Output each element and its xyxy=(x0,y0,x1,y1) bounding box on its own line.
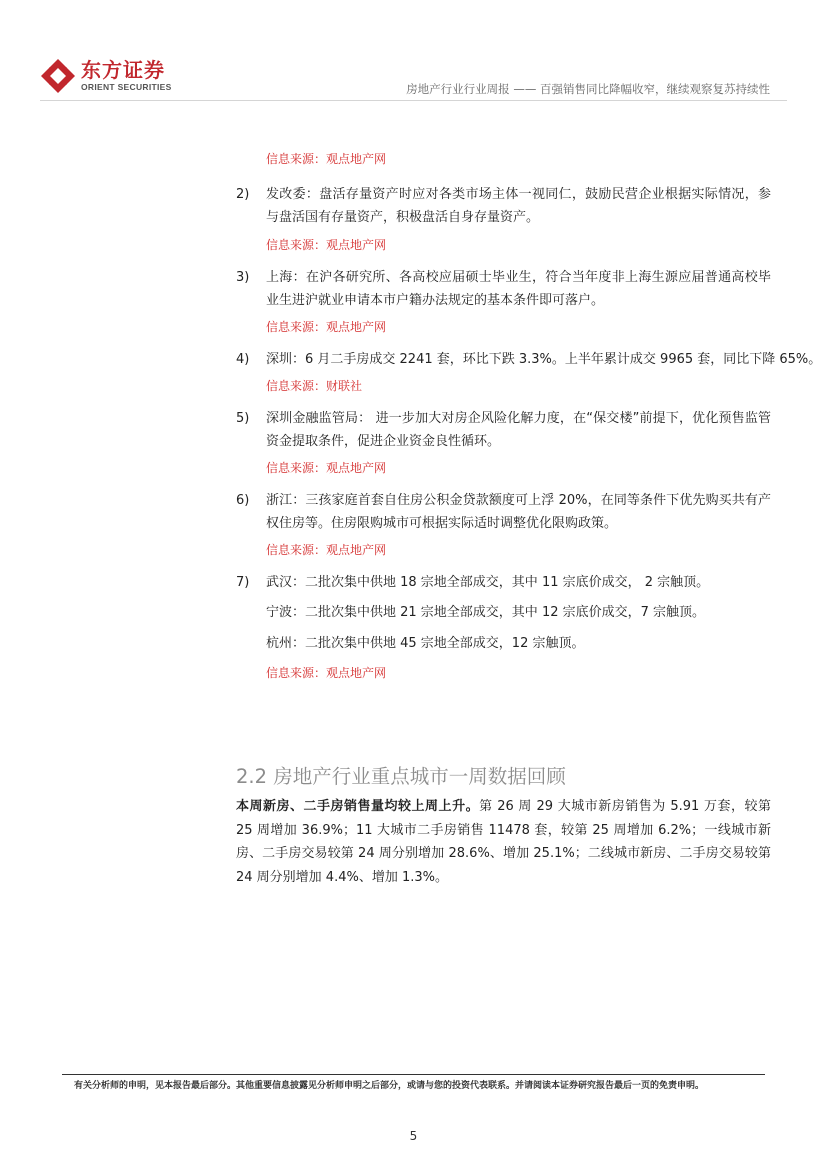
section-paragraph xyxy=(236,795,771,889)
item-text: 浙江：三孩家庭首套自住房公积金贷款额度可上浮 20%，在同等条件下优先购买共有产权住房等。住房限购城市可根据实际适时调整优化限购政策。 xyxy=(266,493,771,531)
item-number: 6) xyxy=(236,493,250,508)
news-item xyxy=(236,407,771,455)
source-label: 信息来源：观点地产网 xyxy=(266,152,387,166)
source-label: 信息来源：观点地产网 xyxy=(266,543,387,557)
item-text: 上海：在沪各研究所、各高校应届硕士毕业生，符合当年度非上海生源应届普通高校毕业生进沪就业申请本市户籍办法规定的基本条件即可落户。 xyxy=(266,270,771,308)
page-header xyxy=(0,0,827,100)
item-text: 武汉：二批次集中供地 18 宗地全部成交，其中 11 宗底价成交， 2 宗触顶。 xyxy=(266,575,710,590)
item-text: 发改委：盘活存量资产时应对各类市场主体一视同仁，鼓励民营企业根据实际情况，参与盘活国有存量资产，积极盘活自身存量资产。 xyxy=(266,187,771,225)
source-label: 信息来源：财联社 xyxy=(266,379,363,393)
item-text: 深圳金融监管局： 进一步加大对房企风险化解力度，在“保交楼”前提下，优化预售监管资金提取条件，促进企业资金良性循环。 xyxy=(266,411,771,449)
news-item xyxy=(236,266,771,314)
footer-divider xyxy=(62,1074,765,1075)
source-label: 信息来源：观点地产网 xyxy=(266,320,387,334)
item-number: 3) xyxy=(236,270,250,285)
item-text: 杭州：二批次集中供地 45 宗地全部成交，12 宗触顶。 xyxy=(266,636,585,651)
paragraph-body: 第 26 周 29 大城市新房销售为 5.91 万套，较第 25 周增加 36.9%；11 大城市二手房销售 11478 套，较第 25 周增加 6.2%；一线城市新房、二手房交易较第 24 周分别增加 28.6%、增加 25.1%；二线城市新房、二手房交易较第 24 周分别增加 4.4%、增加 1.3%。 xyxy=(236,799,771,885)
logo-mark-icon xyxy=(40,58,76,94)
paragraph-lead: 本周新房、二手房销售量均较上周上升。 xyxy=(236,799,480,814)
page-number: 5 xyxy=(409,1129,418,1143)
header-divider xyxy=(40,100,787,101)
section-title: 2.2 房地产行业重点城市一周数据回顾 xyxy=(236,765,566,788)
item-number: 4) xyxy=(236,352,250,367)
item-number: 7) xyxy=(236,575,250,590)
report-title: 房地产行业行业周报 —— 百强销售同比降幅收窄，继续观察复苏持续性 xyxy=(406,82,770,96)
logo-text-en: ORIENT SECURITIES xyxy=(81,82,172,92)
source-label: 信息来源：观点地产网 xyxy=(266,238,387,252)
news-item xyxy=(236,348,822,372)
news-item xyxy=(236,489,771,537)
company-logo xyxy=(40,58,180,94)
item-text: 宁波：二批次集中供地 21 宗地全部成交，其中 12 宗底价成交，7 宗触顶。 xyxy=(266,605,706,620)
source-label: 信息来源：观点地产网 xyxy=(266,461,387,475)
logo-text-cn: 东方证券 xyxy=(81,58,165,82)
item-number: 2) xyxy=(236,187,250,202)
item-number: 5) xyxy=(236,411,250,426)
news-item xyxy=(236,183,771,231)
source-label: 信息来源：观点地产网 xyxy=(266,666,387,680)
news-item xyxy=(236,571,771,595)
disclaimer-text: 有关分析师的申明，见本报告最后部分。其他重要信息披露见分析师申明之后部分，或请与您的投资代表联系。并请阅读本证券研究报告最后一页的免责申明。 xyxy=(74,1081,705,1091)
item-text: 深圳：6 月二手房成交 2241 套，环比下跌 3.3%。上半年累计成交 9965 套，同比下降 65%。 xyxy=(266,352,822,367)
